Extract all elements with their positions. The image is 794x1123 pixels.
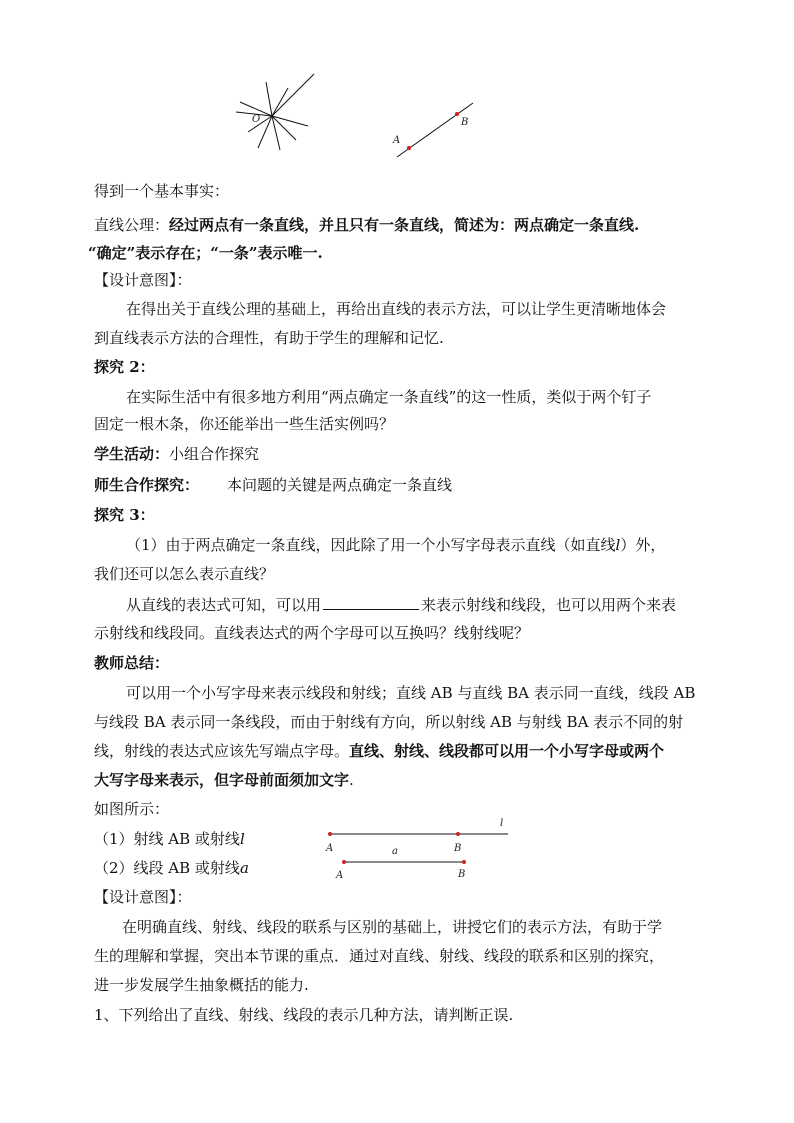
paragraph-line: 在得出关于直线公理的基础上，再给出直线的表示方法，可以让学生更清晰地体会: [126, 300, 667, 318]
answer-blank[interactable]: [323, 593, 419, 610]
teacher-summary-heading: 教师总结：: [94, 654, 170, 672]
paragraph-line: 在明确直线、射线、线段的联系与区别的基础上，讲授它们的表示方法，有助于学: [122, 918, 663, 936]
design-intent-heading: 【设计意图】：: [94, 271, 192, 289]
paragraph-line: 可以用一个小写字母来表示线段和射线；直线 AB 与直线 BA 表示同一直线，线段 AB: [126, 684, 696, 702]
axiom-note: “确定”表示存在；“一条”表示唯一.: [88, 244, 323, 262]
segment-label-a: A: [336, 870, 344, 881]
label-o: O: [252, 114, 261, 125]
ray-label-a: A: [326, 843, 334, 854]
paragraph-line: 示射线和线段同。直线表达式的两个字母可以互换吗？线射线呢？: [94, 624, 530, 642]
paragraph-line: 线，射线的表达式应该先写端点字母。直线、射线、线段都可以用一个小写字母或两个: [94, 742, 665, 760]
segment-label-b: B: [458, 869, 466, 880]
paragraph-line: 大写字母来表示，但字母前面须加文字.: [94, 771, 354, 789]
segment-point-b: [462, 860, 466, 864]
paragraph-line: （1）由于两点确定一条直线，因此除了用一个小写字母表示直线（如直线l）外，: [126, 536, 666, 554]
label-b: B: [461, 117, 469, 128]
label-a: A: [393, 135, 401, 146]
ray-point-b: [456, 832, 460, 836]
paragraph-line: 我们还可以怎么表示直线？: [94, 565, 275, 583]
student-activity-line: 学生活动：小组合作探究: [94, 445, 260, 463]
label-a-small: a: [392, 846, 398, 857]
paragraph-line: 进一步发展学生抽象概括的能力.: [94, 976, 309, 994]
paragraph-line: 固定一根木条，你还能举出一些生活实例吗？: [94, 415, 395, 433]
ray-point-a: [328, 832, 332, 836]
point-a: [407, 146, 411, 150]
lines-through-point-figure: [230, 70, 330, 160]
explore-2-heading: 探究 2：: [94, 358, 155, 376]
paragraph-line: 如图所示：: [94, 800, 170, 818]
design-intent-heading: 【设计意图】：: [94, 888, 192, 906]
paragraph-line: 与线段 BA 表示同一条线段，而由于射线有方向，所以射线 AB 与射线 BA 表示不同的射: [94, 713, 684, 731]
teacher-student-line: 师生合作探究： 本问题的关键是两点确定一条直线: [94, 476, 453, 494]
exercise-line: 1、下列给出了直线、射线、线段的表示几种方法，请判断正误.: [94, 1006, 514, 1024]
paragraph-line: 在实际生活中有很多地方利用“两点确定一条直线”的这一性质，类似于两个钉子: [126, 388, 652, 406]
ray-segment-figure: [318, 812, 518, 884]
segment-point-a: [342, 860, 346, 864]
ray-label-b: B: [454, 843, 462, 854]
axiom-line: 直线公理：经过两点有一条直线，并且只有一条直线，简述为：两点确定一条直线.: [94, 216, 640, 234]
point-b: [455, 112, 459, 116]
explore-3-heading: 探究 3：: [94, 506, 155, 524]
paragraph-line: 到直线表示方法的合理性，有助于学生的理解和记忆.: [94, 329, 444, 347]
list-item: （2）线段 AB 或射线a: [94, 859, 249, 877]
fill-blank-line: 从直线的表达式可知，可以用 来表示射线和线段，也可以用两个来表: [126, 592, 676, 618]
list-item: （1）射线 AB 或射线l: [94, 830, 245, 848]
line-ab-figure: [385, 95, 485, 165]
paragraph-line: 生的理解和掌握，突出本节课的重点．通过对直线、射线、线段的联系和区别的探究，: [94, 947, 665, 965]
text-line: 得到一个基本事实：: [94, 182, 230, 200]
label-l: l: [500, 818, 504, 829]
